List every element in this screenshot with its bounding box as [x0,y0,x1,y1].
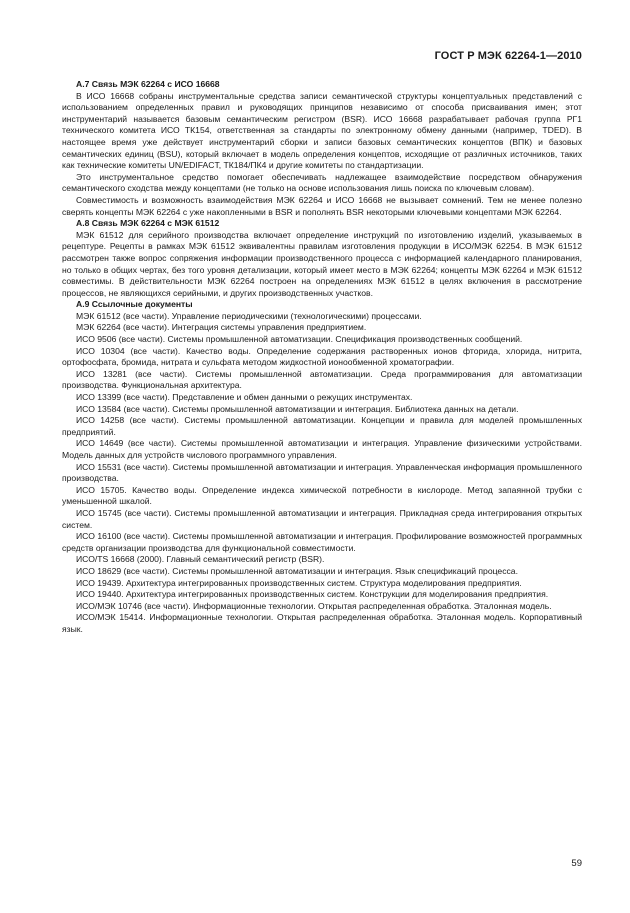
reference-item: ИСО 15531 (все части). Системы промышленной автоматизации и интеграция. Управленческая информация промышленного производства. [62,461,582,484]
standard-header: ГОСТ Р МЭК 62264-1—2010 [434,50,582,62]
paragraph: Совместимость и возможность взаимодействия МЭК 62264 и ИСО 16668 не вызывает сомнений. Тем не менее полезно сверять концепты МЭК 62264 с уже накопленными в BSR и пополнять BSR некоторыми ключевыми концептами МЭК 62264. [62,194,582,217]
reference-item: ИСО 14649 (все части). Системы промышленной автоматизации и интеграция. Управление физическими устройствами. Модель данных для устройств числового программного управления. [62,438,582,460]
reference-item: ИСО 13281 (все части). Системы промышленной автоматизации. Среда программирования для автоматизации производства. Функциональная архитектура. [62,368,582,391]
section-heading-a8: А.8 Связь МЭК 62264 с МЭК 61512 [76,218,220,229]
reference-item: ИСО 19440. Архитектура интегрированных производственных систем. Конструкции для моделирования предприятия. [76,589,549,600]
paragraph: МЭК 61512 для серийного производства включает определение инструкций по изготовлению изделий, указываемых в рецептуре. Рецепты в рамках МЭК 61512 эквивалентны правилам изготовления продукции в ИСО/МЭК 62254. В МЭК 61512 рассмотрен также вопрос сопряжения информации производственного процесса с информацией календарного планирования, но только в общих чертах, без того уровня детализации, который имеет место в МЭК 62264; концепты МЭК 62264 и МЭК 61512 совместимы. В действительности МЭК 62264 построен на определениях МЭК 61512 в целях включения в рассмотрение процессов, не являющихся серийными, и других производственных участков. [62,229,582,298]
reference-item: МЭК 62264 (все части). Интеграция системы управления предприятием. [76,322,367,333]
document-body [62,79,582,636]
reference-item: ИСО 14258 (все части). Системы промышленной автоматизации. Концепции и правила для моделей промышленных предприятий. [62,415,582,437]
reference-item: ИСО 15705. Качество воды. Определение индекса химической потребности в кислороде. Метод запаянной трубки с уменьшенной шкалой. [62,484,582,507]
reference-item: ИСО 18629 (все части). Системы промышленной автоматизации и интеграция. Язык спецификаций процесса. [76,565,518,576]
reference-item: МЭК 61512 (все части). Управление периодическими (технологическими) процессами. [76,310,422,321]
reference-item: ИСО 19439. Архитектура интегрированных производственных систем. Структура моделирования предприятия. [76,577,522,588]
reference-item: ИСО 13584 (все части). Системы промышленной автоматизации и интеграция. Библиотека данных на детали. [76,403,519,414]
paragraph: Это инструментальное средство помогает обеспечивать надлежащее взаимодействие посредством обнаружения семантического сходства между концептами (не только на основе использования лишь поиска по ключевым словам). [62,171,582,194]
reference-item: ИСО/TS 16668 (2000). Главный семантический регистр (BSR). [76,554,325,565]
reference-item: ИСО 9506 (все части). Системы промышленной автоматизации. Спецификация производственных сообщений. [76,334,523,345]
reference-item: ИСО 16100 (все части). Системы промышленной автоматизации и интеграция. Профилирование возможностей программных средств организации производства для функциональной совместимости. [62,531,582,553]
paragraph: В ИСО 16668 собраны инструментальные средства записи семантической структуры концептуальных представлений с использованием определенных правил и руководящих принципов независимо от способа присваивания имен; этот инструментарий называется базовым семантическим регистром (BSR). ИСО 16668 разрабатывает рабочая группа РГ1 технического комитета ИСО ТК154, ответственная за стандарты по электронному обмену данными (например, TDED). В настоящее время уже действует инструментарий сборки и записи базовых семантических концептов (ВПК) и базовых семантических единиц (BSU), который включает в модель определения концептов, исходящие от различных источников, таких как технические комитеты UN/EDIFACT, ТК184/ПК4 и другие комитеты по стандартизации. [62,90,582,171]
reference-item: ИСО 13399 (все части). Представление и обмен данными о режущих инструментах. [76,392,413,403]
page-number: 59 [571,858,582,869]
reference-item: ИСО/МЭК 15414. Информационные технологии. Открытая распределенная обработка. Эталонная модель. Корпоративный язык. [62,612,582,634]
reference-item: ИСО 10304 (все части). Качество воды. Определение содержания растворенных ионов фторида, хлорида, нитрита, ортофосфата, бромида, нитрата и сульфата методом жидкостной ионообменной хроматографии. [62,345,582,368]
section-heading-a7: А.7 Связь МЭК 62264 с ИСО 16668 [76,79,220,89]
section-heading-a9: А.9 Ссылочные документы [76,299,193,310]
reference-item: ИСО/МЭК 10746 (все части). Информационные технологии. Открытая распределенная обработка. Эталонная модель. [76,600,552,611]
reference-item: ИСО 15745 (все части). Системы промышленной автоматизации и интеграция. Прикладная среда интегрирования открытых систем. [62,507,582,530]
